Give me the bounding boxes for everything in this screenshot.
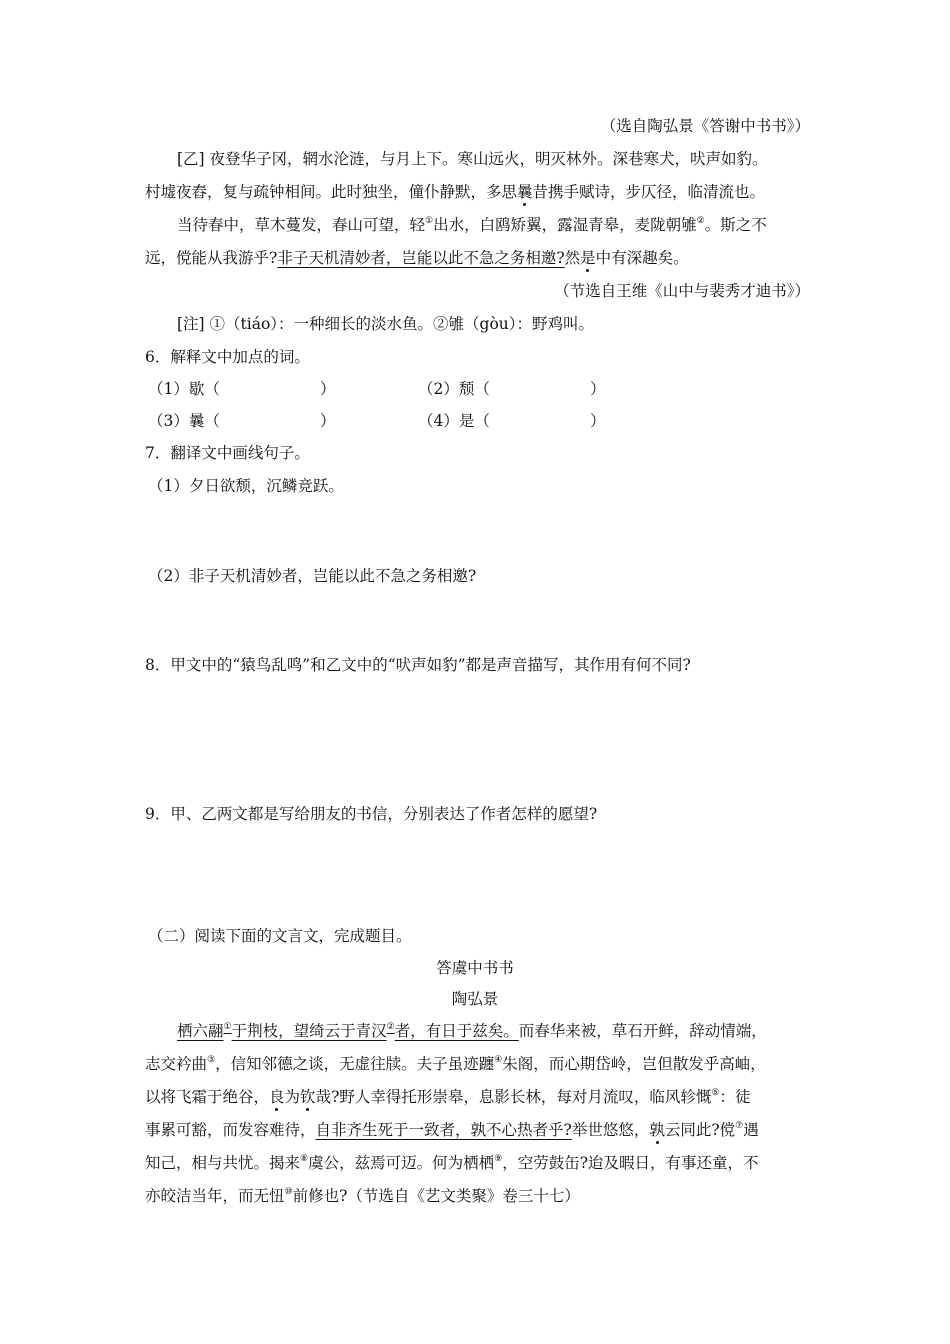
q6-item-3-close: ） xyxy=(320,412,336,430)
q6-item-4-close: ） xyxy=(590,412,606,430)
question-7-title: 7．翻译文中画线句子。 xyxy=(145,444,310,462)
question-6-title: 6．解释文中加点的词。 xyxy=(145,348,310,366)
annotation-note: [注] ①（tiáo）：一种细长的淡水鱼。②雊（gòu）：野鸡叫。 xyxy=(177,315,595,333)
article-author: 陶弘景 xyxy=(451,990,499,1008)
q6-item-2-close: ） xyxy=(590,380,606,398)
dotted-word-shi: 是 xyxy=(580,249,596,267)
underlined-sentence-2: 自非齐生死于一致者，孰不心热者乎? xyxy=(315,1121,572,1139)
article-line-6: 亦皎洁当年，而无忸⑩前修也?（节选自《艺文类聚》卷三十七） xyxy=(145,1187,580,1205)
q7-sentence-2: （2）非子天机清妙者，岂能以此不急之务相邀? xyxy=(148,567,477,585)
dotted-word-nang: 曩 xyxy=(517,183,533,201)
q6-item-1-close: ） xyxy=(320,380,336,398)
yi-line-4: 远，傥能从我游乎?非子天机清妙者，岂能以此不急之务相邀?然是中有深趣矣。 xyxy=(145,249,689,267)
section-2-intro: （二）阅读下面的文言文，完成题目。 xyxy=(148,927,412,945)
dotted-word-liang: 良 xyxy=(269,1088,285,1106)
question-8: 8．甲文中的“猿鸟乱鸣”和乙文中的“吠声如豹”都是声音描写，其作用有何不同? xyxy=(145,656,691,674)
article-line-3: 以将飞霜于绝谷，良为钦哉?野人幸得托形崇皋，息影长林，每对月流叹，临风轸慨⑤：徒 xyxy=(145,1088,751,1106)
q6-item-3: （3）曩（ xyxy=(148,412,220,430)
article-line-1: 栖六翮①于荆枝，望绮云于青汉②者，有日于兹矣。而春华来被，草石开鲜，辞动情端， xyxy=(177,1022,767,1040)
q6-item-4: （4）是（ xyxy=(418,412,490,430)
article-title: 答虞中书书 xyxy=(436,959,514,977)
source-citation-yi: （节选自王维《山中与裴秀才迪书》） xyxy=(554,282,810,300)
q7-sentence-1: （1）夕日欲颓，沉鳞竞跃。 xyxy=(148,477,344,495)
dotted-word-qin: 钦 xyxy=(300,1088,316,1106)
yi-line-1: [乙] 夜登华子冈，辋水沦涟，与月上下。寒山远火，明灭林外。深巷寒犬，吠声如豹。 xyxy=(177,150,768,168)
q6-item-1: （1）歇（ xyxy=(148,380,220,398)
article-line-4: 事累可豁，而发容难待，自非齐生死于一致者，孰不心热者乎?举世悠悠，孰云同此?傥⑦遇 xyxy=(145,1121,759,1139)
dotted-word-shu: 孰 xyxy=(649,1121,665,1139)
article-line-2: 志交衿曲③，信知邻德之谈，无虚往牍。夫子虽迹躔④朱阁，而心期岱岭，岂但散发乎高岫， xyxy=(145,1055,766,1073)
article-line-5: 知己，相与共忧。揭来⑧虞公，兹焉可迈。何为栖栖⑨，空劳鼓缶?迨及暇日，有事还童，不 xyxy=(145,1154,759,1172)
source-citation-jia: （选自陶弘景《答谢中书书》） xyxy=(600,117,810,135)
yi-line-2: 村墟夜舂，复与疏钟相间。此时独坐，僮仆静默，多思曩昔携手赋诗，步仄径，临清流也。 xyxy=(145,183,766,201)
q6-item-2: （2）颓（ xyxy=(418,380,490,398)
yi-line-3: 当待春中，草木蔓发，春山可望，轻①出水，白鸥矫翼，露湿青皋，麦陇朝雊②。斯之不 xyxy=(177,216,767,234)
question-9: 9．甲、乙两文都是写给朋友的书信，分别表达了作者怎样的愿望? xyxy=(145,805,598,823)
underlined-sentence: 非子天机清妙者，岂能以此不急之务相邀? xyxy=(277,249,565,267)
